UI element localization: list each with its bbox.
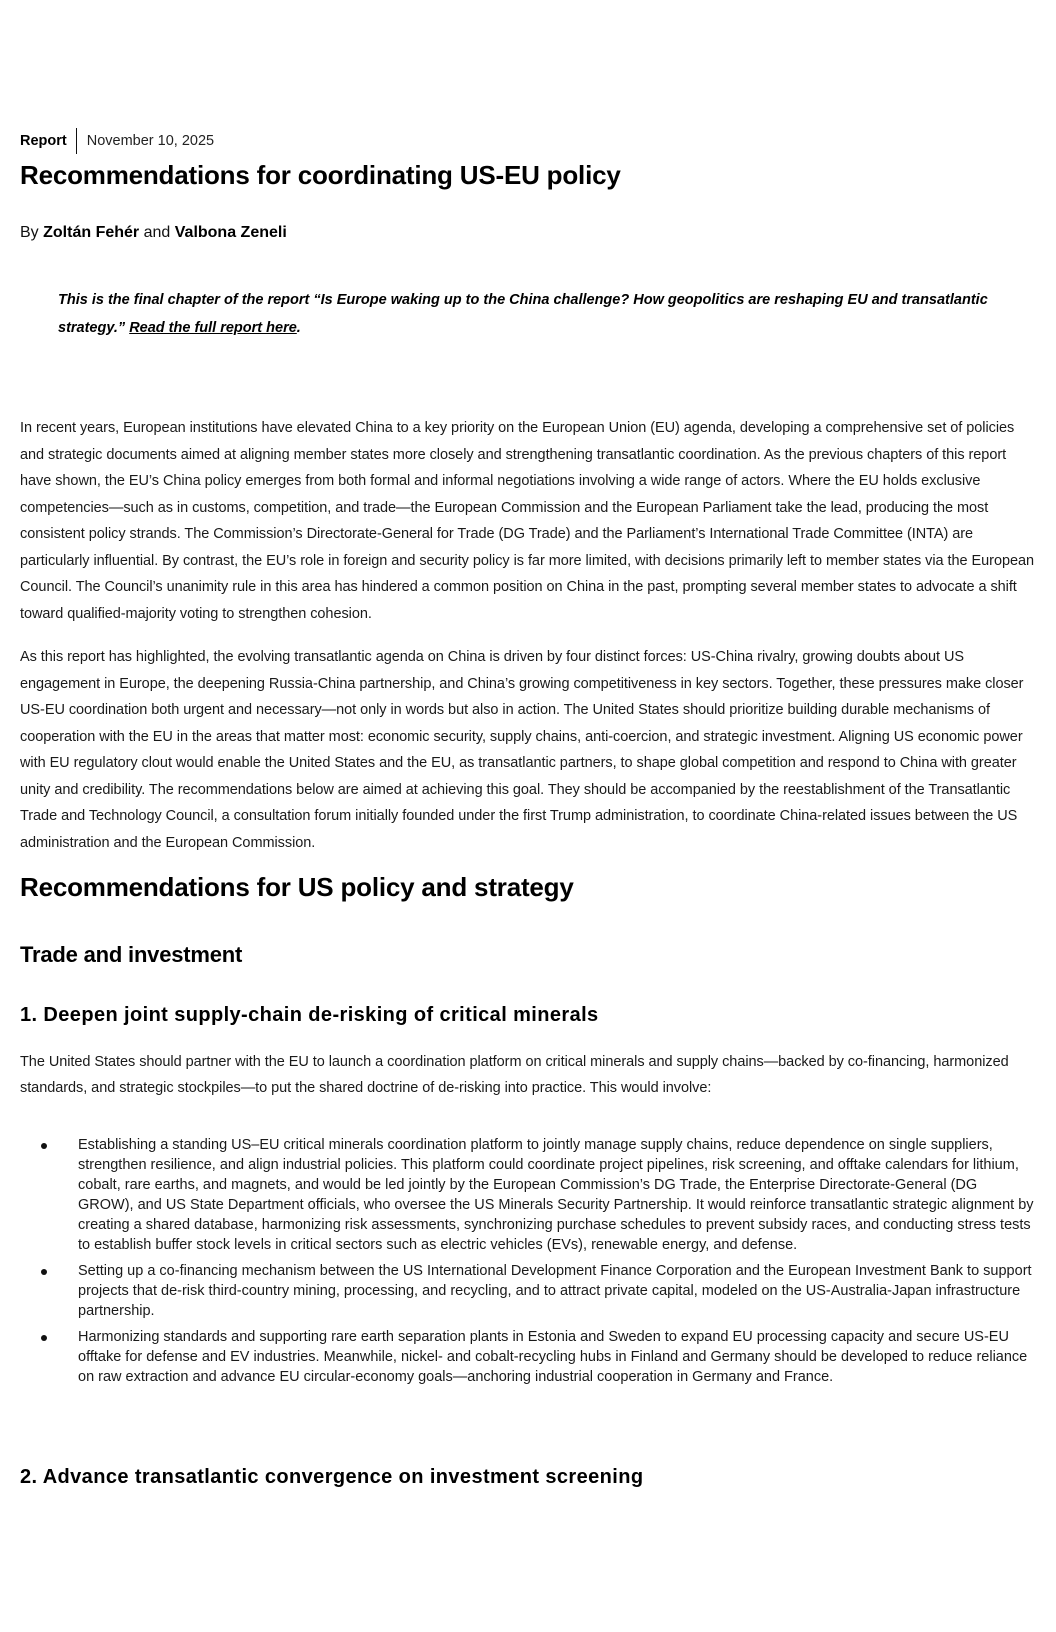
recommendation-bullet-list bbox=[20, 1135, 1036, 1393]
section-heading: Recommendations for US policy and strategy bbox=[20, 872, 574, 902]
content-type-label[interactable]: Report bbox=[20, 133, 67, 149]
author-link[interactable]: Valbona Zeneli bbox=[174, 224, 287, 241]
publish-date: November 10, 2025 bbox=[86, 133, 215, 149]
author-link[interactable]: Zoltán Fehér bbox=[43, 224, 140, 241]
recommendation-heading: 1. Deepen joint supply-chain de-risking of critical minerals bbox=[20, 1004, 599, 1026]
bullet-icon bbox=[41, 1143, 47, 1149]
list-item bbox=[20, 1327, 1036, 1387]
byline-prefix: By bbox=[20, 224, 39, 241]
list-item-text: Setting up a co-financing mechanism between the US International Development Finance Corporation and the European Investment Bank to support projects that de-risk third-country mining, processing, and recycling, and to attract private capital, modeled on the US-Australia-Japan infrastructure partnership. bbox=[78, 1263, 1032, 1319]
subsection-heading: Trade and investment bbox=[20, 942, 243, 967]
byline-conjunction: and bbox=[143, 224, 171, 241]
list-item-text: Establishing a standing US–EU critical minerals coordination platform to jointly manage supply chains, reduce dependence on single suppliers, strengthen resilience, and align industrial policies. This platform could coordinate project pipelines, risk screening, and offtake calendars for lithium, cobalt, rare earths, and magnets, and would be led jointly by the European Commission’s DG Trade, the Enterprise Directorate-General (DG GROW), and US State Department officials, who oversee the US Minerals Security Partnership. It would reinforce transatlantic strategic alignment by creating a shared database, harmonizing risk assessments, synchronizing purchase schedules to prevent subsidy races, and conducting stress tests to establish buffer stock levels in critical sectors such as electric vehicles (EVs), renewable energy, and defense. bbox=[78, 1137, 1034, 1253]
intro-note bbox=[58, 286, 998, 342]
intro-note-suffix: . bbox=[296, 320, 301, 336]
body-paragraph: As this report has highlighted, the evolving transatlantic agenda on China is driven by four distinct forces: US-China rivalry, growing doubts about US engagement in Europe, the deepening Russia-China partnership, and China’s growing competitiveness in key sectors. Together, these pressures make closer US-EU coordination both urgent and necessary—not only in words but also in action. The United States should prioritize building durable mechanisms of cooperation with the EU in the areas that matter most: economic security, supply chains, anti-coercion, and strategic investment. Aligning US economic power with EU regulatory clout would enable the United States and the EU, as transatlantic partners, to shape global competition and respond to China with greater unity and credibility. The recommendations below are aimed at achieving this goal. They should be accompanied by the reestablishment of the Transatlantic Trade and Technology Council, a consultation forum initially founded under the first Trump administration, to coordinate China-related issues between the US administration and the European Commission. bbox=[20, 649, 1024, 851]
full-report-link[interactable]: Read the full report here bbox=[129, 320, 297, 336]
list-item bbox=[20, 1261, 1036, 1321]
byline bbox=[20, 221, 287, 245]
bullet-icon bbox=[41, 1269, 47, 1275]
list-item-text: Harmonizing standards and supporting rare earth separation plants in Estonia and Sweden to expand EU processing capacity and secure US-EU offtake for defense and EV industries. Meanwhile, nickel- and cobalt-recycling hubs in Finland and Germany should be developed to reduce reliance on raw extraction and advance EU circular-economy goals—anchoring industrial cooperation in Germany and France. bbox=[78, 1329, 1028, 1385]
report-meta bbox=[20, 128, 214, 154]
recommendation-heading: 2. Advance transatlantic convergence on investment screening bbox=[20, 1466, 644, 1488]
recommendation-body: The United States should partner with the EU to launch a coordination platform on critical minerals and supply chains—backed by co-financing, harmonized standards, and strategic stockpiles—to put the shared doctrine of de-risking into practice. This would involve: bbox=[20, 1054, 1009, 1096]
meta-divider bbox=[76, 128, 77, 154]
list-item bbox=[20, 1135, 1036, 1255]
page-title: Recommendations for coordinating US-EU policy bbox=[20, 160, 621, 190]
bullet-icon bbox=[41, 1335, 47, 1341]
intro-note-text: This is the final chapter of the report “Is Europe waking up to the China challenge? How geopolitics are reshaping EU and transatlantic strategy.” bbox=[58, 292, 988, 336]
body-paragraph: In recent years, European institutions have elevated China to a key priority on the European Union (EU) agenda, developing a comprehensive set of policies and strategic documents aimed at aligning member states more closely and strengthening transatlantic coordination. As the previous chapters of this report have shown, the EU’s China policy emerges from both formal and informal negotiations involving a wide range of actors. Where the EU holds exclusive competencies—such as in customs, competition, and trade—the European Commission and the European Parliament take the lead, producing the most consistent policy strands. The Commission’s Directorate-General for Trade (DG Trade) and the Parliament’s International Trade Committee (INTA) are particularly influential. By contrast, the EU’s role in foreign and security policy is far more limited, with decisions primarily left to member states via the European Council. The Council’s unanimity rule in this area has hindered a common position on China in the past, prompting several member states to advocate a shift toward qualified-majority voting to strengthen cohesion. bbox=[20, 420, 1035, 622]
